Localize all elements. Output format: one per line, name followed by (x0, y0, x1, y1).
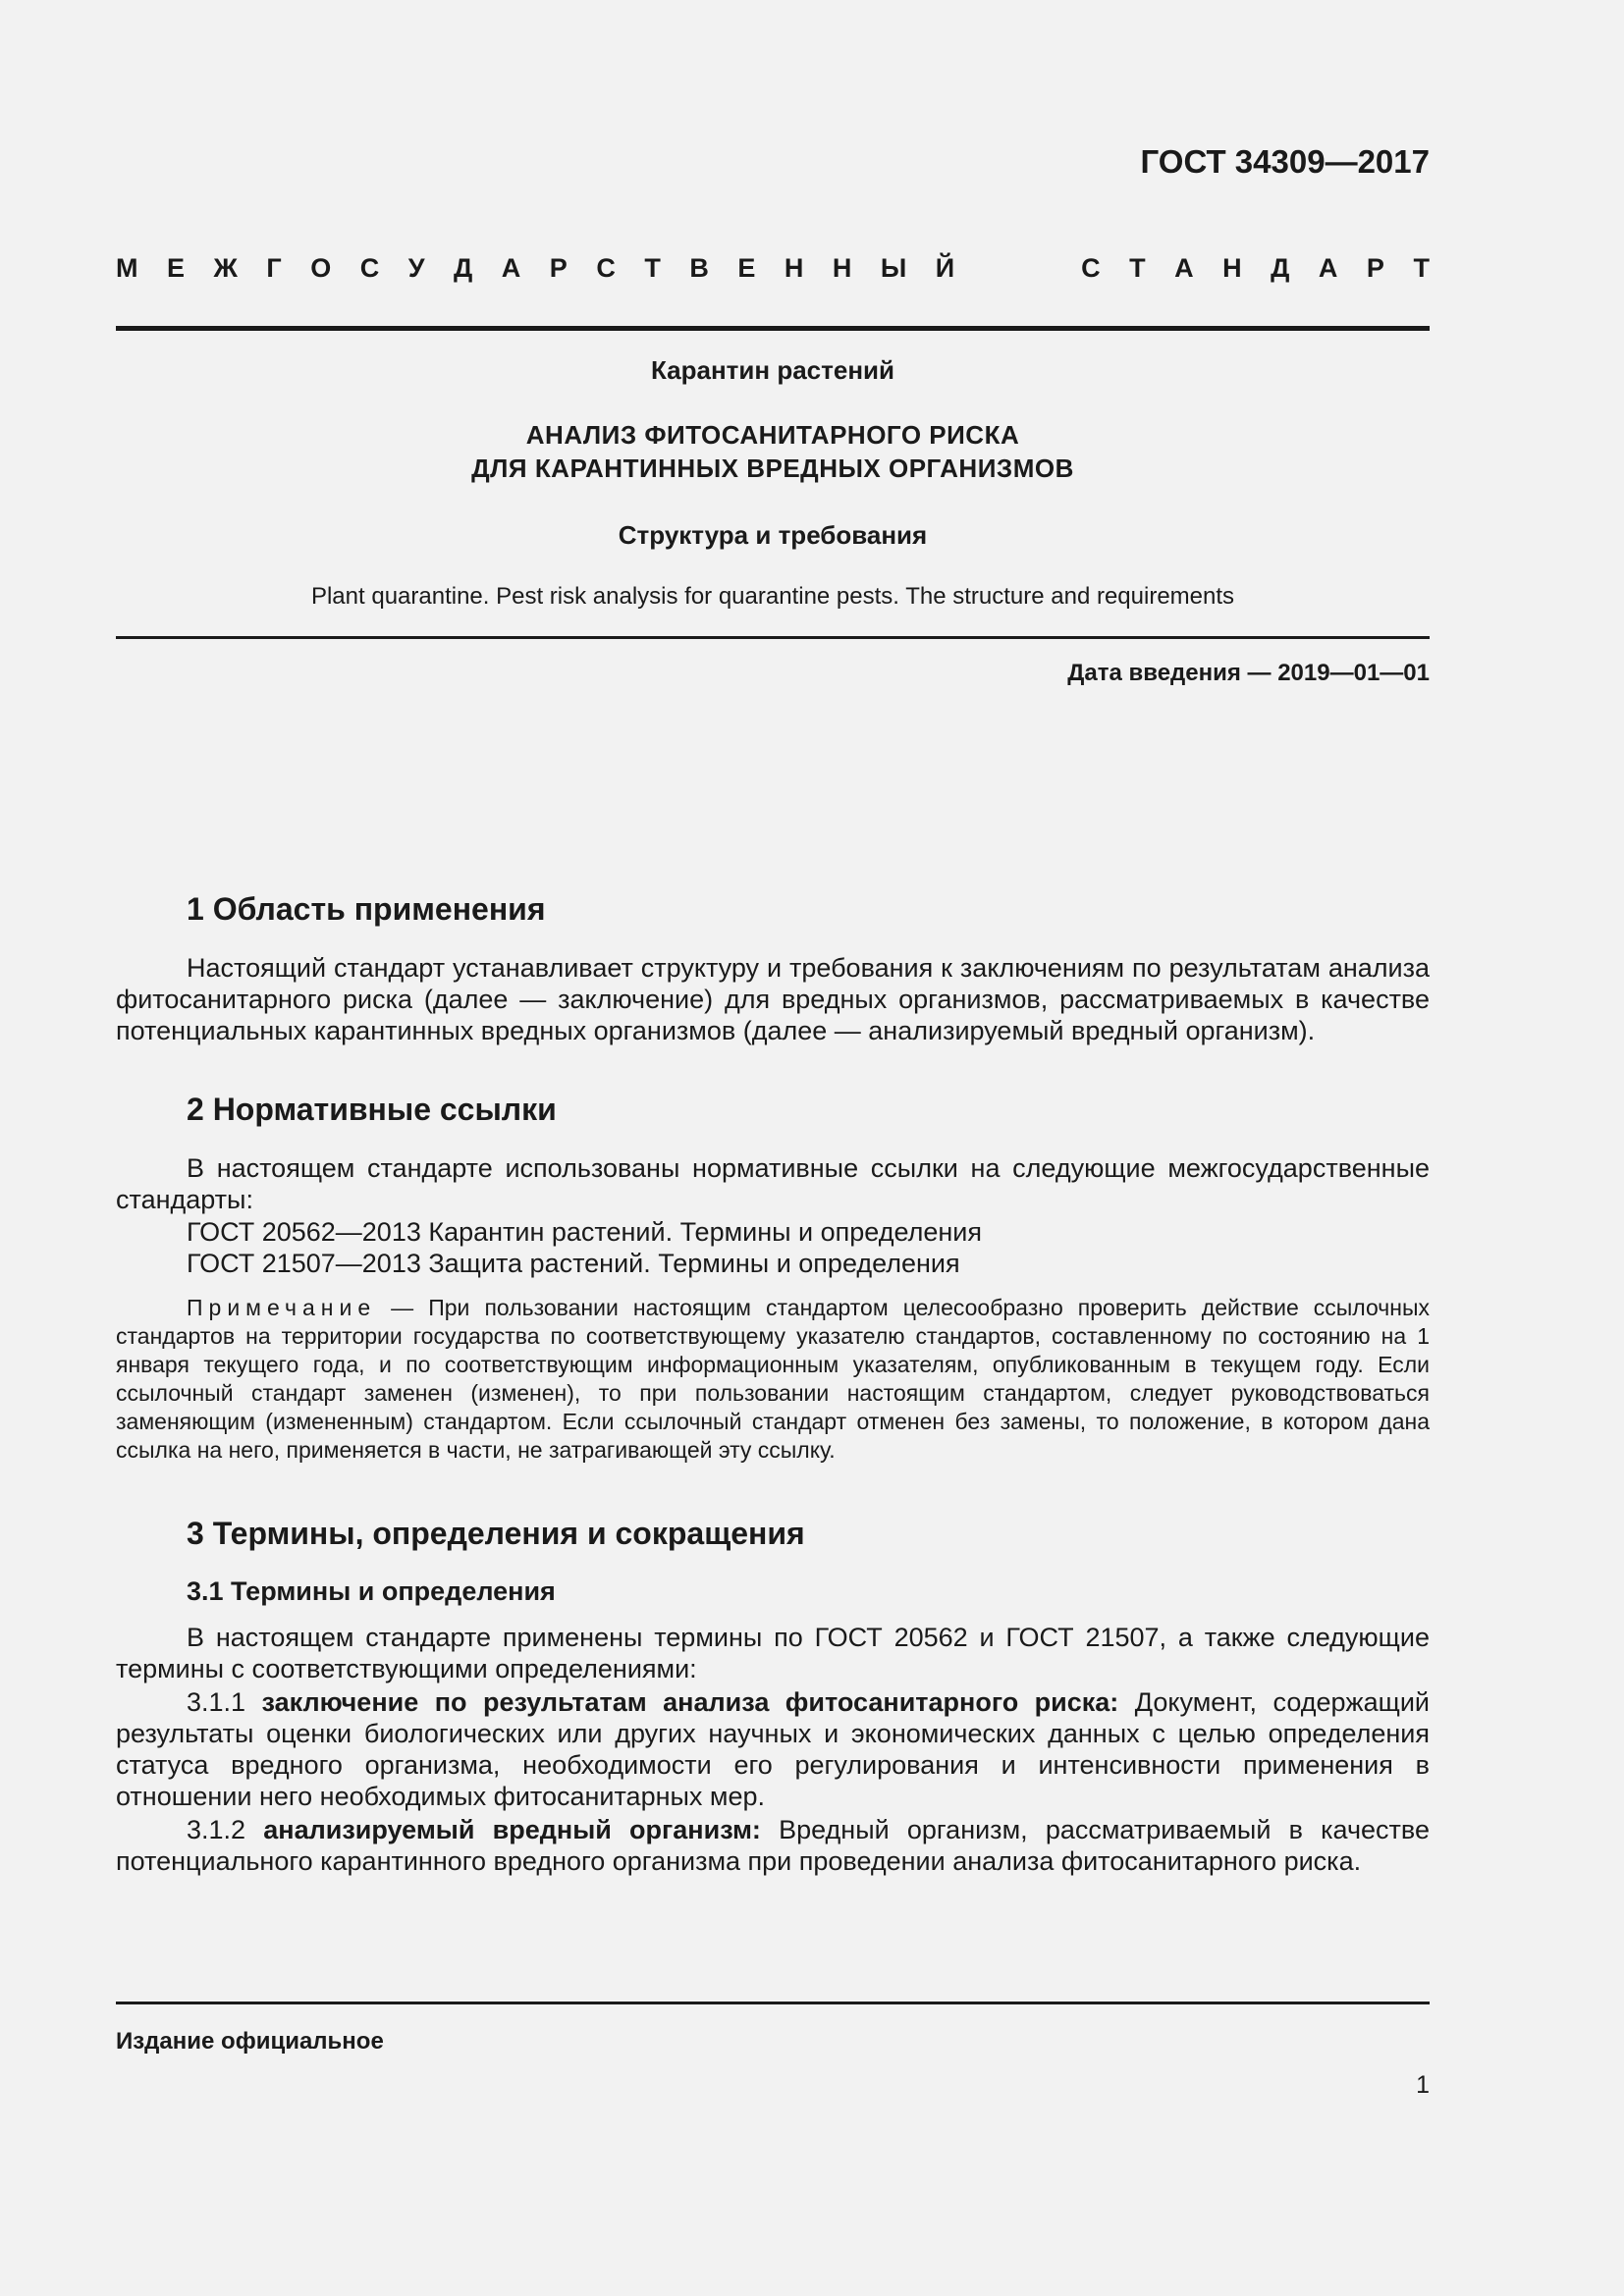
banner-letter: Н (784, 253, 804, 283)
banner-letter: Ж (213, 253, 238, 283)
interstate-standard-banner (116, 253, 1430, 284)
banner-letter: У (407, 253, 425, 283)
gost-number: ГОСТ 34309—2017 (1140, 143, 1430, 180)
banner-letter: Е (737, 253, 756, 283)
banner-gap (984, 253, 1053, 284)
banner-letter: С (1081, 253, 1101, 283)
banner-letter: С (359, 253, 380, 283)
section-3-1-heading: 3.1 Термины и определения (187, 1576, 556, 1606)
banner-letter: Й (935, 253, 955, 283)
note-text: — При пользовании настоящим стандартом целесообразно проверить действие ссылочных стандартов на территории государства по соответствующему указателю стандартов, составленному по состоянию на 1 января текущего года, и по соответствующим информационным указателям, опубликованным в текущем году. Если ссылочный стандарт заменен (изменен), то при пользовании настоящим стандартом, следует руководствоваться заменяющим (измененным) стандартом. Если ссылочный стандарт отменен без замены, то положение, в котором дана ссылка на него, применяется в части, не затрагивающей эту ссылку. (116, 1295, 1430, 1463)
banner-letter: Т (644, 253, 661, 283)
reference-item: ГОСТ 20562—2013 Карантин растений. Термины и определения (187, 1217, 982, 1247)
english-title: Plant quarantine. Pest risk analysis for quarantine pests. The structure and requirements (310, 583, 1235, 610)
banner-letter: Р (549, 253, 568, 283)
banner-letter: Р (1366, 253, 1384, 283)
document-page (116, 0, 1430, 2296)
banner-letter: Г (266, 253, 282, 283)
banner-letter: Ы (880, 253, 907, 283)
banner-letter: Д (1271, 253, 1290, 283)
top-rule (116, 326, 1430, 331)
standard-subtitle: Структура и требования (618, 520, 928, 550)
reference-item: ГОСТ 21507—2013 Защита растений. Термины и определения (187, 1249, 960, 1278)
official-edition-label: Издание официальное (116, 2028, 384, 2055)
introduction-date: Дата введения — 2019—01—01 (1067, 660, 1430, 686)
note-block (116, 1294, 1430, 1465)
banner-letter: Т (1129, 253, 1146, 283)
banner-letter: Е (167, 253, 186, 283)
term-name: анализируемый вредный организм: (263, 1815, 761, 1844)
term-number: 3.1.2 (187, 1815, 264, 1844)
banner-letter: Н (1222, 253, 1242, 283)
page-number: 1 (1416, 2071, 1430, 2099)
term-number: 3.1.1 (187, 1687, 262, 1717)
term-name: заключение по результатам анализа фитосанитарного риска: (261, 1687, 1119, 1717)
section-2-heading: 2 Нормативные ссылки (187, 1092, 557, 1127)
banner-letter: Т (1413, 253, 1430, 283)
banner-letter: Д (454, 253, 473, 283)
term-definition: Вредный организм, рассматриваемый в качестве потенциального карантинного вредного организма при проведении анализа фитосанитарного риска. (116, 1815, 1430, 1876)
term-3-1-2 (116, 1814, 1430, 1877)
banner-letter: А (1318, 253, 1338, 283)
footer-rule (116, 2002, 1430, 2004)
section-1-heading: 1 Область применения (187, 891, 546, 927)
title-rule (116, 636, 1430, 639)
section-3-heading: 3 Термины, определения и сокращения (187, 1516, 805, 1551)
banner-letter: А (501, 253, 521, 283)
note-label: Примечание (187, 1295, 377, 1320)
banner-letter: В (689, 253, 709, 283)
standard-title-line-2: ДЛЯ КАРАНТИННЫХ ВРЕДНЫХ ОРГАНИЗМОВ (471, 454, 1074, 483)
banner-letter: С (596, 253, 616, 283)
section-2-text: В настоящем стандарте использованы нормативные ссылки на следующие межгосударственные стандарты: (116, 1153, 1430, 1214)
standard-category: Карантин растений (650, 355, 894, 385)
banner-letter: Н (832, 253, 852, 283)
banner-letter: М (116, 253, 138, 283)
section-1-text: Настоящий стандарт устанавливает структуру и требования к заключениям по результатам анализа фитосанитарного риска (далее — заключение) для вредных организмов, рассматриваемых в качестве потенциальных карантинных вредных организмов (далее — анализируемый вредный организм). (116, 953, 1430, 1045)
term-definition: Документ, содержащий результаты оценки биологических или других научных и экономических данных с целью определения статуса вредного организма, необходимости его регулирования и интенсивности применения в отношении него необходимых фитосанитарных мер. (116, 1687, 1430, 1811)
banner-letter: А (1174, 253, 1194, 283)
term-3-1-1 (116, 1686, 1430, 1812)
section-3-text: В настоящем стандарте применены термины по ГОСТ 20562 и ГОСТ 21507, а также следующие термины с соответствующими определениями: (116, 1623, 1430, 1683)
banner-letter: О (310, 253, 332, 283)
standard-title-line-1: АНАЛИЗ ФИТОСАНИТАРНОГО РИСКА (525, 420, 1020, 450)
